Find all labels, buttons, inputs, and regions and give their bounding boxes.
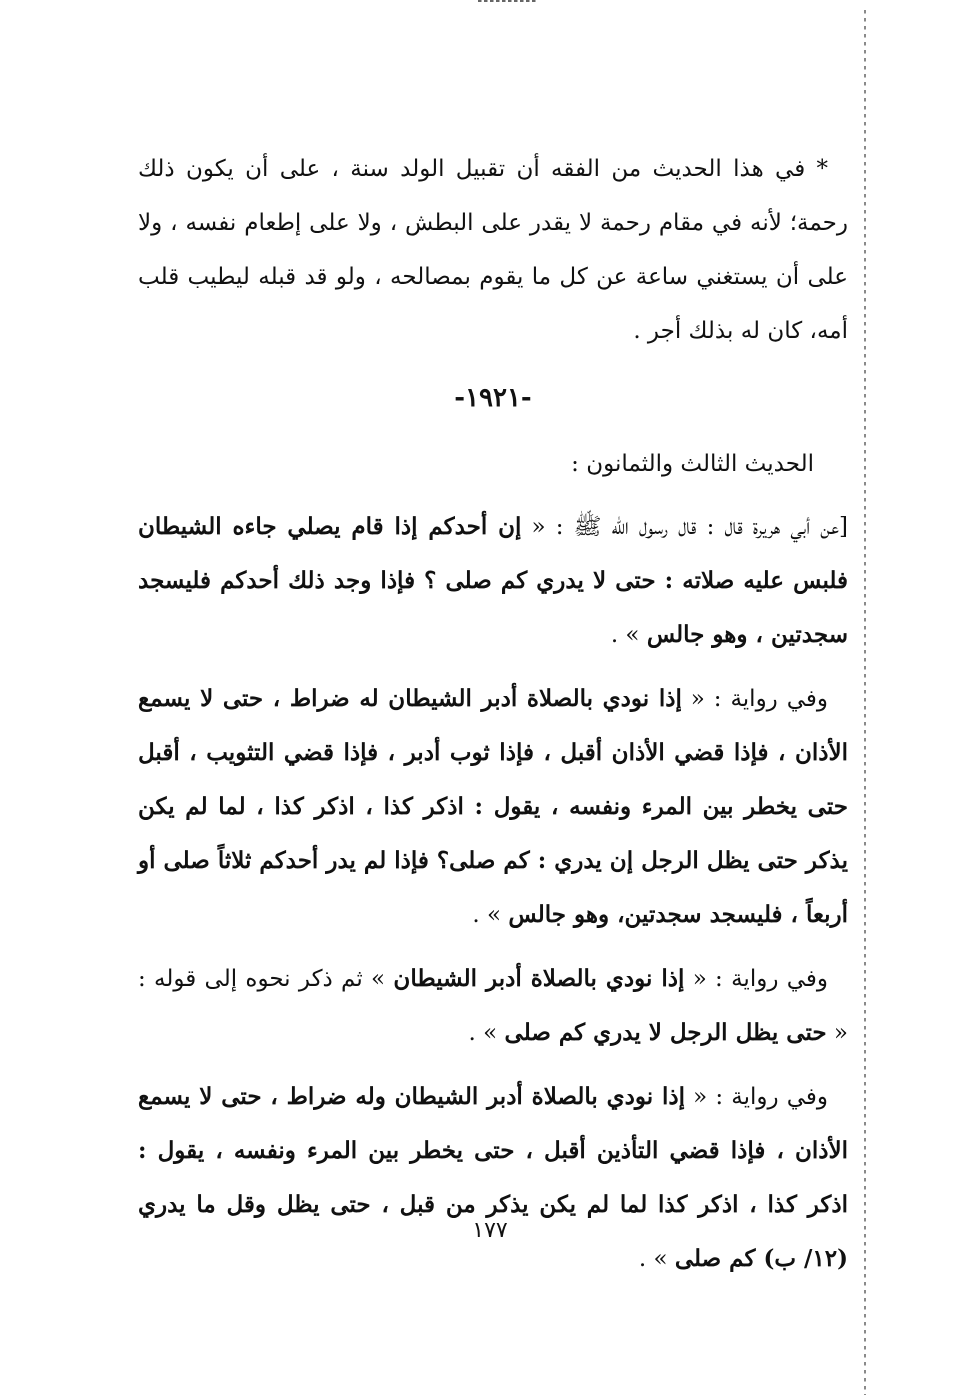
prophetic-saying: إن أحدكم إذا قام يصلي جاءه الشيطان فلبس عليه صلاته : حتى لا يدري كم صلى ؟ فإذا وجد ذلك أحدكم فليسجد سجدتين ، وهو جالس bbox=[138, 513, 848, 648]
riwaya-middle: » ثم ذكر نحوه إلى قوله : « bbox=[138, 966, 848, 1046]
commentary-paragraph: * في هذا الحديث من الفقه أن تقبيل الولد سنة ، على أن يكون ذلك رحمة؛ لأنه في مقام رحمة لا يقدر على البطش ، ولا على إطعام نفسه ، ولا على أن يستغني ساعة عن كل ما يقوم بمصالحه ، ولو قد قبله ليطيب قلب أمه، كان له بذلك أجر . bbox=[138, 156, 848, 344]
riwaya-intro: وفي رواية : « bbox=[681, 686, 828, 712]
top-dashed-rule bbox=[478, 0, 536, 3]
quote-close: » . bbox=[472, 902, 509, 928]
riwaya-text: إذا نودي بالصلاة أدبر الشيطان له ضراط ، حتى لا يسمع الأذان ، فإذا قضي الأذان أقبل ، فإذا ثوب أدبر ، فإذا قضي التثويب ، أقبل حتى يخطر بين المرء ونفسه ، يقول : اذكر كذا ، اذكر كذا ، لما لم يكن يذكر حتى يظل الرجل إن يدري : كم صلى؟ فإذا لم يدر أحدكم ثلاثاً صلى أو أربعاً ، فليسجد سجدتين، وهو جالس bbox=[138, 685, 848, 928]
riwaya-second bbox=[138, 952, 848, 1060]
quote-close: » . bbox=[468, 1020, 505, 1046]
page-number: ١٧٧ bbox=[472, 1218, 508, 1243]
riwaya-first bbox=[138, 672, 848, 942]
scan-edge-dotted-line bbox=[864, 10, 866, 1395]
hadith-number: -١٩٢١- bbox=[454, 383, 532, 413]
hadith-main-text bbox=[138, 500, 848, 662]
riwaya-intro: وفي رواية : « bbox=[685, 1084, 828, 1110]
narrator-intro: [عن أبي هريرة قال : قال رسول الله ﷺ : « bbox=[521, 514, 848, 540]
riwaya-text-part-a: إذا نودي بالصلاة أدبر الشيطان bbox=[393, 965, 685, 992]
riwaya-intro: وفي رواية : « bbox=[684, 966, 828, 992]
page-body bbox=[138, 142, 848, 1286]
quote-close: » . bbox=[610, 622, 647, 648]
quote-close: » . bbox=[638, 1246, 675, 1272]
riwaya-third bbox=[138, 1070, 848, 1286]
riwaya-text-part-b: حتى يظل الرجل لا يدري كم صلى bbox=[504, 1019, 827, 1046]
hadith-heading: الحديث الثالث والثمانون : bbox=[571, 451, 814, 477]
riwaya-text: إذا نودي بالصلاة أدبر الشيطان وله ضراط ، حتى لا يسمع الأذان ، فإذا قضي التأذين أقبل ، حتى يخطر بين المرء ونفسه ، يقول : اذكر كذا ، اذكر كذا لما لم يكن يذكر من قبل ، حتى يظل وقل ما يدري (١٢/ ب) كم صلى bbox=[138, 1083, 848, 1272]
